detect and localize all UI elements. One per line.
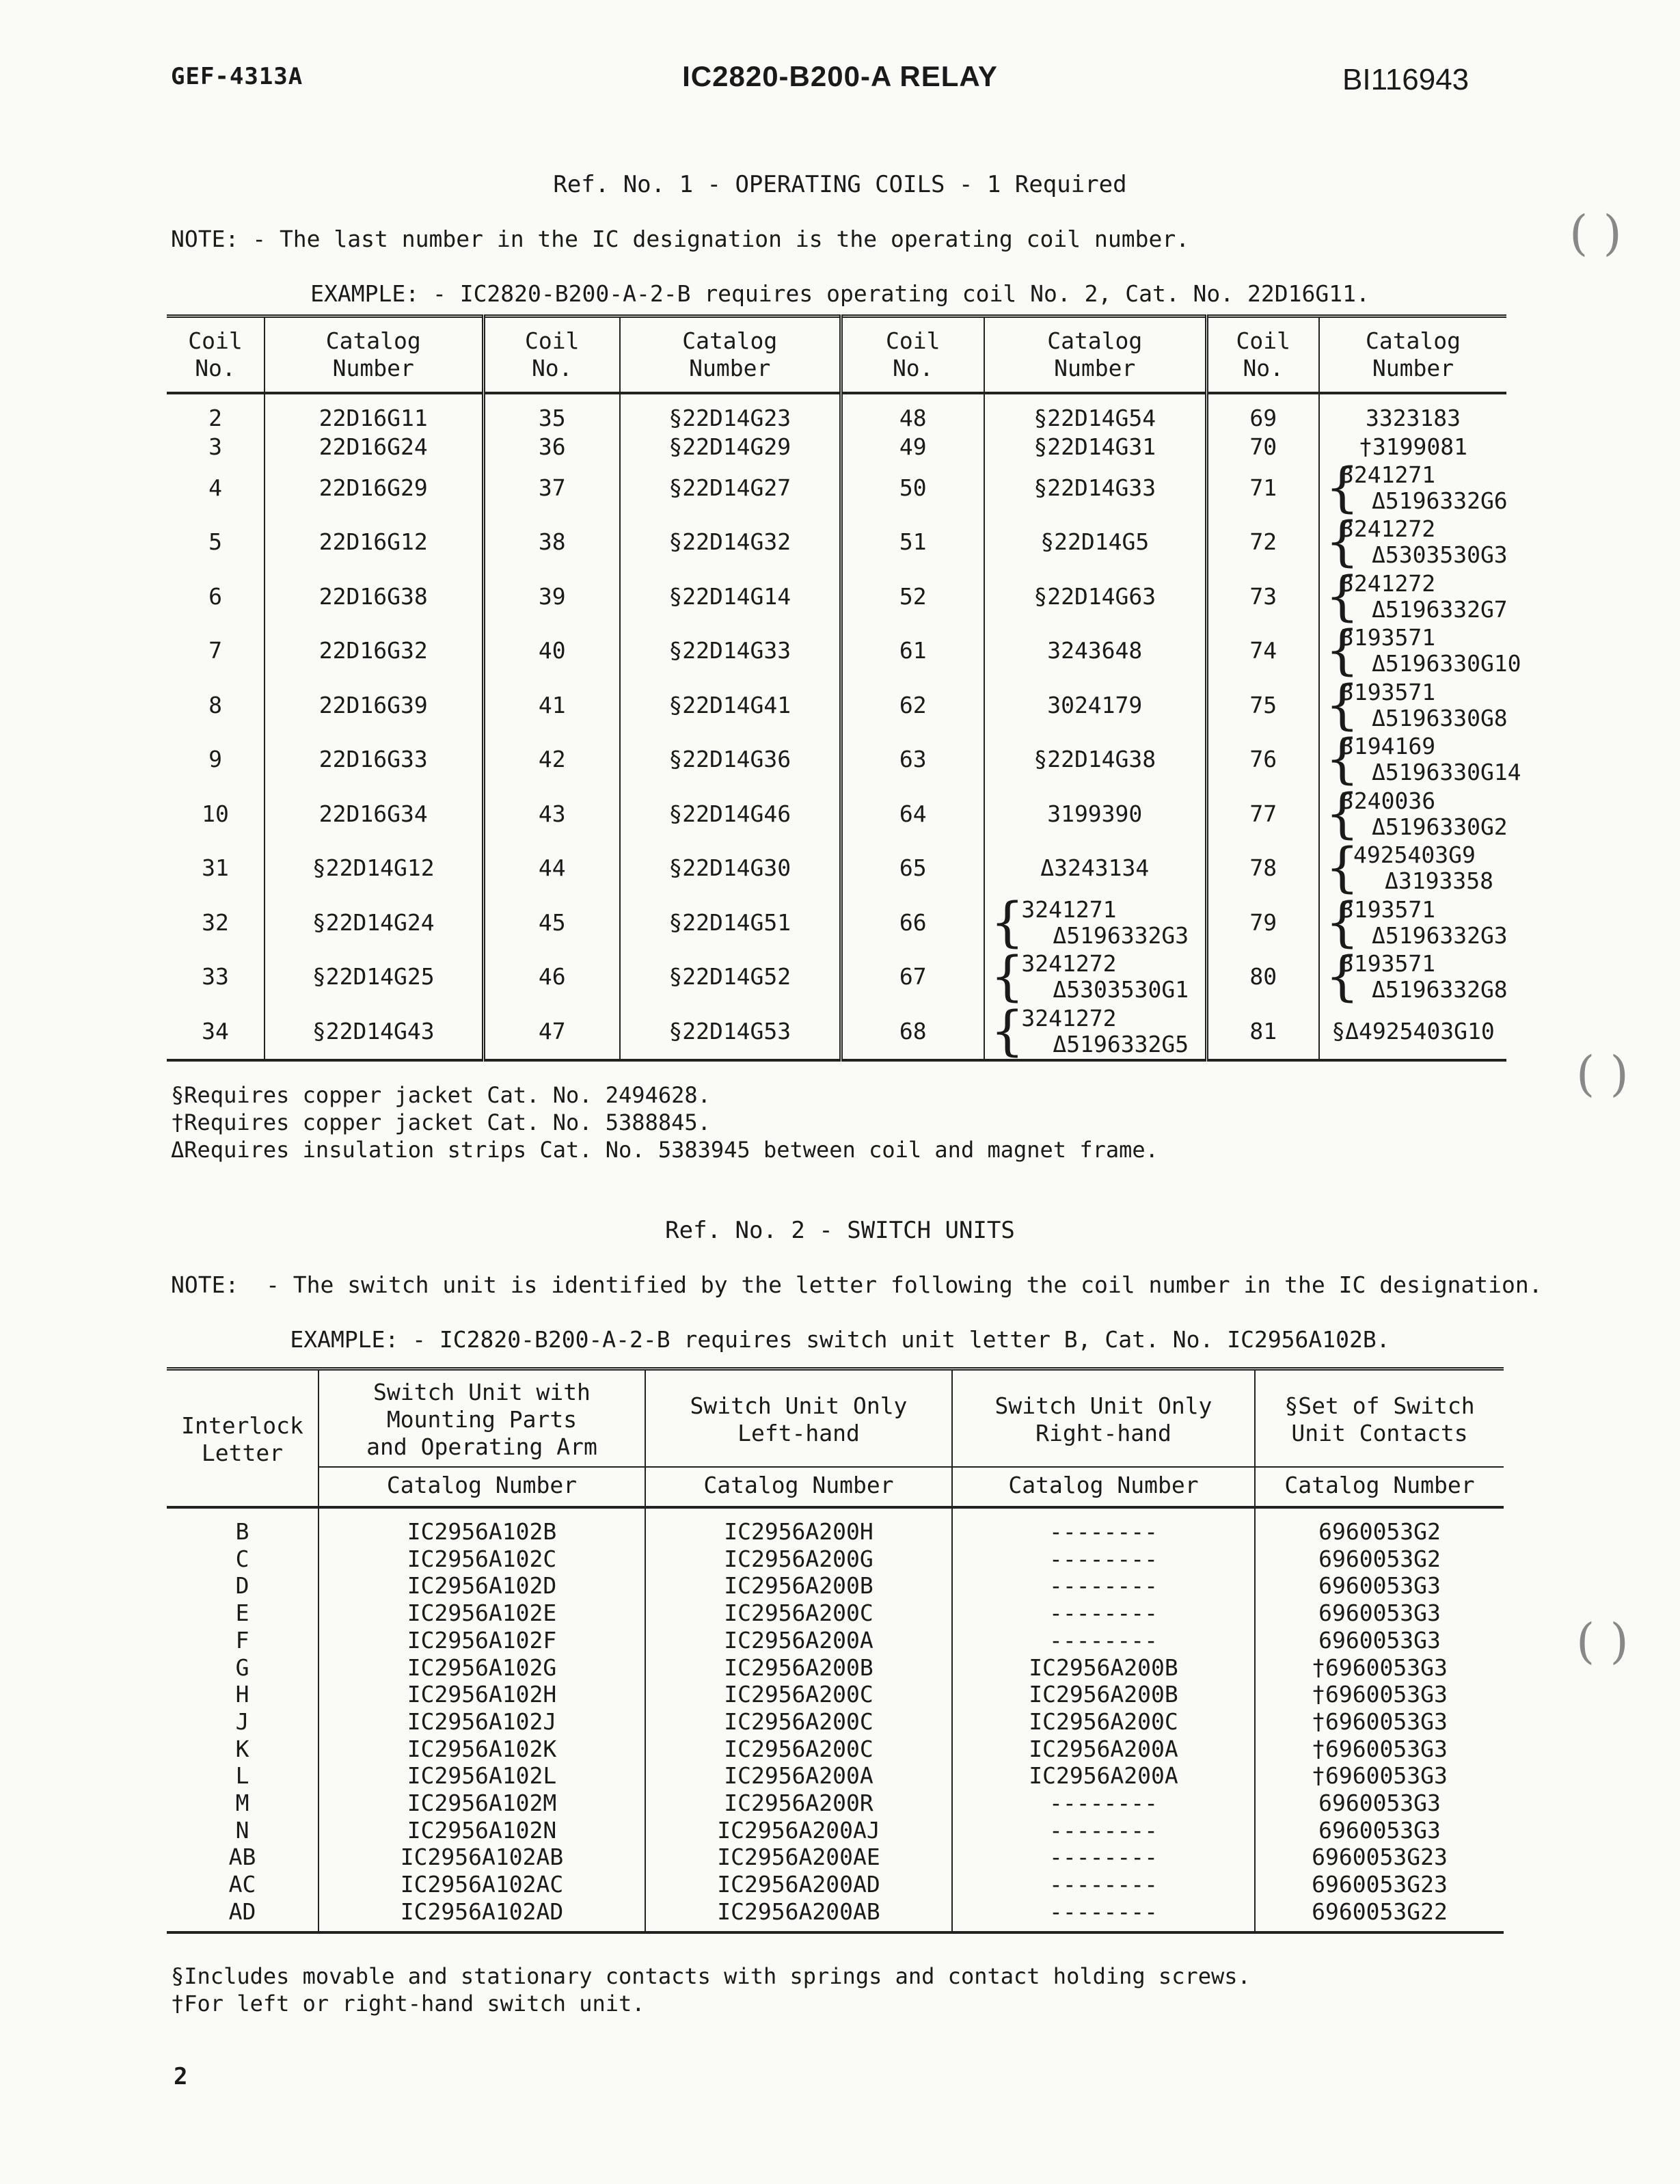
operating-coils-table: [167, 314, 1521, 1062]
header-coil-no: Coil No.: [167, 316, 265, 394]
catalog-alternate: 3241271: [1021, 895, 1117, 923]
switch-table-row: [167, 1817, 1504, 1844]
section1-title: Ref. No. 1 - OPERATING COILS - 1 Required: [553, 171, 1127, 198]
switch-table-row: [167, 1762, 1504, 1790]
catalog-number-cell: [984, 1000, 1206, 1062]
catalog-number-cell: [1319, 674, 1508, 736]
catalog-number-cell: §22D14G14: [620, 569, 841, 624]
mounting-catalog-cell: IC2956A102N: [319, 1817, 645, 1844]
coil-number-cell: 8: [208, 691, 222, 718]
contacts-catalog-cell: 6960053G3: [1255, 1627, 1504, 1654]
catalog-number-cell: 3323183: [1319, 393, 1506, 433]
header-switch-contacts: §Set of Switch Unit Contacts: [1255, 1369, 1504, 1468]
contacts-catalog-cell: 6960053G3: [1255, 1600, 1504, 1627]
interlock-letter-cell: J: [235, 1708, 249, 1735]
section2-example: EXAMPLE: - IC2820-B200-A-2-B requires switch unit letter B, Cat. No. IC2956A102B.: [290, 1326, 1390, 1353]
interlock-letter-cell: C: [235, 1545, 249, 1572]
page-title: IC2820-B200-A RELAY: [682, 60, 998, 92]
catalog-number-cell: 22D16G12: [265, 515, 483, 570]
header-coil-no: Coil No.: [841, 316, 984, 394]
catalog-alternate: 3193571: [1340, 950, 1436, 978]
coil-footnote-1: §Requires copper jacket Cat. No. 2494628.: [171, 1082, 711, 1108]
catalog-number-cell: 22D16G34: [265, 787, 483, 841]
subheader-catalog-number: Catalog Number: [319, 1467, 645, 1507]
coil-table-row: [167, 841, 1506, 896]
coil-number-cell: 69: [1206, 393, 1319, 433]
left-hand-catalog-cell: IC2956A200B: [645, 1572, 952, 1600]
subheader-catalog-number: Catalog Number: [645, 1467, 952, 1507]
catalog-number-cell: 22D16G33: [265, 733, 483, 787]
coil-number-cell: 47: [483, 1004, 620, 1060]
interlock-letter-cell: M: [235, 1790, 249, 1817]
coil-number-cell: 39: [483, 569, 620, 624]
catalog-number-cell: [984, 946, 1206, 1008]
right-hand-catalog-cell: --------: [952, 1844, 1255, 1871]
catalog-number-cell: Δ3243134: [984, 841, 1206, 896]
left-hand-catalog-cell: IC2956A200A: [645, 1762, 952, 1790]
catalog-number-cell: [1319, 729, 1521, 791]
catalog-number-cell: 22D16G11: [265, 393, 483, 433]
coil-number-cell: 63: [841, 733, 984, 787]
coil-number-cell: 35: [483, 393, 620, 433]
contacts-catalog-cell: †6960053G3: [1255, 1708, 1504, 1736]
mounting-catalog-cell: IC2956A102C: [319, 1546, 645, 1573]
catalog-number-cell: §22D14G51: [620, 895, 841, 950]
catalog-alternate: 3241272: [1340, 569, 1436, 597]
margin-mark: ( ): [1569, 205, 1622, 261]
catalog-number-cell: †3199081: [1319, 433, 1506, 461]
catalog-number-cell: [1319, 620, 1521, 682]
coil-number-cell: 38: [483, 515, 620, 570]
catalog-number-cell: §Δ4925403G10: [1319, 1004, 1506, 1060]
switch-table-row: [167, 1736, 1504, 1763]
catalog-alternate: Δ5303530G1: [1053, 976, 1189, 1003]
switch-table-row: [167, 1871, 1504, 1898]
contacts-catalog-cell: †6960053G3: [1255, 1681, 1504, 1708]
catalog-alternate: Δ5196332G5: [1053, 1030, 1189, 1057]
mounting-catalog-cell: IC2956A102D: [319, 1572, 645, 1600]
coil-table-row: [167, 624, 1506, 679]
coil-number-cell: 49: [841, 433, 984, 461]
coil-number-cell: 75: [1206, 678, 1319, 733]
catalog-number-cell: §22D14G25: [265, 950, 483, 1005]
right-hand-catalog-cell: --------: [952, 1790, 1255, 1817]
section2-title: Ref. No. 2 - SWITCH UNITS: [665, 1217, 1015, 1244]
catalog-alternate: Δ5196330G8: [1372, 704, 1508, 731]
catalog-number-cell: §22D14G41: [620, 678, 841, 733]
catalog-alternate: Δ5196332G8: [1372, 976, 1508, 1003]
coil-number-cell: 37: [483, 461, 620, 515]
switch-table-row: [167, 1572, 1504, 1600]
catalog-alternate: Δ5196332G6: [1372, 487, 1508, 514]
catalog-number-cell: [1319, 891, 1508, 954]
right-hand-catalog-cell: IC2956A200A: [952, 1762, 1255, 1790]
coil-number-cell: 72: [1206, 515, 1319, 570]
catalog-alternate: Δ5303530G3: [1372, 541, 1508, 569]
catalog-number-cell: §22D14G31: [984, 433, 1206, 461]
curly-brace-icon: {: [1325, 565, 1359, 628]
mounting-catalog-cell: IC2956A102AB: [319, 1844, 645, 1871]
interlock-letter-cell: F: [235, 1626, 249, 1654]
catalog-alternate: Δ5196330G10: [1372, 650, 1521, 677]
mounting-catalog-cell: IC2956A102K: [319, 1736, 645, 1763]
mounting-catalog-cell: IC2956A102M: [319, 1790, 645, 1817]
catalog-alternate: Δ5196330G14: [1372, 759, 1521, 786]
header-catalog-number: Catalog Number: [1319, 316, 1506, 394]
header-catalog-number: Catalog Number: [984, 316, 1206, 394]
left-hand-catalog-cell: IC2956A200A: [645, 1627, 952, 1654]
interlock-letter-cell: AD: [228, 1898, 256, 1925]
catalog-number-cell: [1319, 783, 1508, 845]
right-hand-catalog-cell: --------: [952, 1898, 1255, 1932]
catalog-number-cell: §22D14G29: [620, 433, 841, 461]
coil-number-cell: 70: [1206, 433, 1319, 461]
catalog-number-cell: §22D14G43: [265, 1004, 483, 1060]
catalog-number-cell: §22D14G36: [620, 733, 841, 787]
catalog-number-cell: 22D16G24: [265, 433, 483, 461]
coil-number-cell: 71: [1206, 461, 1319, 515]
switch-table-row: [167, 1790, 1504, 1817]
catalog-number-cell: 3199390: [984, 787, 1206, 841]
catalog-number-cell: [1319, 457, 1508, 519]
catalog-number-cell: [1319, 946, 1508, 1008]
catalog-alternate: 3193571: [1340, 895, 1436, 923]
catalog-number-cell: 22D16G39: [265, 678, 483, 733]
left-hand-catalog-cell: IC2956A200AD: [645, 1871, 952, 1898]
catalog-alternate: Δ5196332G7: [1372, 595, 1508, 623]
catalog-number-cell: §22D14G5: [984, 515, 1206, 570]
left-hand-catalog-cell: IC2956A200AJ: [645, 1817, 952, 1844]
mounting-catalog-cell: IC2956A102B: [319, 1507, 645, 1546]
stamp-number: BI116943: [1342, 63, 1469, 96]
coil-number-cell: 32: [202, 908, 229, 936]
coil-table-row: [167, 433, 1506, 461]
switch-table-row: [167, 1844, 1504, 1871]
coil-number-cell: 74: [1206, 624, 1319, 679]
catalog-alternate: 3241272: [1340, 515, 1436, 543]
switch-table-subheader: [167, 1467, 1504, 1507]
catalog-number-cell: §22D14G32: [620, 515, 841, 570]
switch-table-body: [167, 1507, 1504, 1932]
interlock-letter-cell: E: [235, 1600, 249, 1627]
contacts-catalog-cell: 6960053G22: [1255, 1898, 1504, 1932]
coil-number-cell: 31: [202, 854, 229, 882]
mounting-catalog-cell: IC2956A102F: [319, 1627, 645, 1654]
left-hand-catalog-cell: IC2956A200R: [645, 1790, 952, 1817]
catalog-number-cell: §22D14G53: [620, 1004, 841, 1060]
coil-number-cell: 3: [208, 433, 222, 460]
header-catalog-number: Catalog Number: [265, 316, 483, 394]
coil-number-cell: 67: [841, 950, 984, 1005]
coil-table-row: [167, 733, 1506, 787]
coil-number-cell: 52: [841, 569, 984, 624]
switch-table-row: [167, 1546, 1504, 1573]
right-hand-catalog-cell: IC2956A200A: [952, 1736, 1255, 1763]
coil-table-row: [167, 678, 1506, 733]
catalog-number-cell: [1319, 837, 1506, 900]
switch-table-row: [167, 1898, 1504, 1932]
coil-table-row: [167, 461, 1506, 515]
curly-brace-icon: {: [1325, 620, 1359, 682]
coil-number-cell: 66: [841, 895, 984, 950]
coil-number-cell: 45: [483, 895, 620, 950]
coil-table-row: [167, 515, 1506, 570]
interlock-letter-cell: D: [235, 1572, 249, 1600]
contacts-catalog-cell: 6960053G3: [1255, 1790, 1504, 1817]
left-hand-catalog-cell: IC2956A200H: [645, 1507, 952, 1546]
contacts-catalog-cell: †6960053G3: [1255, 1654, 1504, 1682]
catalog-alternate: Δ3193358: [1385, 867, 1493, 895]
coil-number-cell: 7: [208, 637, 222, 664]
right-hand-catalog-cell: --------: [952, 1600, 1255, 1627]
switch-table-row: [167, 1627, 1504, 1654]
margin-mark: ( ): [1576, 1046, 1629, 1102]
catalog-number-cell: §22D14G27: [620, 461, 841, 515]
curly-brace-icon: {: [1325, 729, 1359, 791]
coil-number-cell: 4: [208, 474, 222, 501]
header-left-hand: Switch Unit Only Left-hand: [645, 1369, 952, 1468]
coil-number-cell: 64: [841, 787, 984, 841]
coil-footnote-2: †Requires copper jacket Cat. No. 5388845.: [171, 1109, 711, 1135]
curly-brace-icon: {: [990, 946, 1025, 1008]
coil-footnote-3: ΔRequires insulation strips Cat. No. 5383945 between coil and magnet frame.: [171, 1137, 1159, 1163]
catalog-alternate: 3240036: [1340, 787, 1436, 814]
coil-number-cell: 10: [202, 800, 229, 827]
catalog-number-cell: [1319, 565, 1508, 628]
catalog-number-cell: §22D14G33: [620, 624, 841, 679]
coil-table-row: [167, 950, 1506, 1005]
coil-number-cell: 50: [841, 461, 984, 515]
coil-number-cell: 42: [483, 733, 620, 787]
mounting-catalog-cell: IC2956A102L: [319, 1762, 645, 1790]
catalog-number-cell: §22D14G38: [984, 733, 1206, 787]
right-hand-catalog-cell: IC2956A200C: [952, 1708, 1255, 1736]
coil-number-cell: 73: [1206, 569, 1319, 624]
coil-number-cell: 76: [1206, 733, 1319, 787]
coil-table-row: [167, 1004, 1506, 1060]
header-switch-unit-mounting: Switch Unit with Mounting Parts and Operating Arm: [319, 1369, 645, 1468]
catalog-number-cell: §22D14G33: [984, 461, 1206, 515]
subheader-catalog-number: Catalog Number: [952, 1467, 1255, 1507]
catalog-number-cell: 22D16G38: [265, 569, 483, 624]
switch-table-row: [167, 1600, 1504, 1627]
right-hand-catalog-cell: --------: [952, 1817, 1255, 1844]
catalog-alternate: 3193571: [1340, 624, 1436, 651]
coil-table-row: [167, 787, 1506, 841]
switch-table-row: [167, 1708, 1504, 1736]
coil-table-row: [167, 393, 1506, 433]
left-hand-catalog-cell: IC2956A200C: [645, 1708, 952, 1736]
contacts-catalog-cell: †6960053G3: [1255, 1762, 1504, 1790]
curly-brace-icon: {: [990, 1000, 1025, 1062]
left-hand-catalog-cell: IC2956A200G: [645, 1546, 952, 1573]
catalog-alternate: 3241271: [1340, 461, 1436, 488]
section1-example: EXAMPLE: - IC2820-B200-A-2-B requires operating coil No. 2, Cat. No. 22D16G11.: [310, 280, 1370, 307]
mounting-catalog-cell: IC2956A102G: [319, 1654, 645, 1682]
interlock-letter-cell: K: [235, 1735, 249, 1762]
right-hand-catalog-cell: IC2956A200B: [952, 1654, 1255, 1682]
doc-number: GEF-4313A: [171, 63, 303, 90]
coil-number-cell: 68: [841, 1004, 984, 1060]
catalog-number-cell: §22D14G23: [620, 393, 841, 433]
catalog-alternate: Δ5196332G3: [1053, 921, 1189, 949]
catalog-alternate: Δ5196332G3: [1372, 921, 1508, 949]
contacts-catalog-cell: †6960053G3: [1255, 1736, 1504, 1763]
catalog-number-cell: 22D16G29: [265, 461, 483, 515]
coil-number-cell: 33: [202, 963, 229, 990]
right-hand-catalog-cell: --------: [952, 1627, 1255, 1654]
curly-brace-icon: {: [1325, 837, 1359, 900]
interlock-letter-cell: B: [235, 1518, 249, 1545]
interlock-letter-cell: N: [235, 1816, 249, 1844]
contacts-catalog-cell: 6960053G3: [1255, 1572, 1504, 1600]
coil-number-cell: 61: [841, 624, 984, 679]
catalog-alternate: 4925403G9: [1353, 841, 1476, 869]
coil-number-cell: 80: [1206, 950, 1319, 1005]
catalog-alternate: 3193571: [1340, 678, 1436, 705]
left-hand-catalog-cell: IC2956A200C: [645, 1600, 952, 1627]
contacts-catalog-cell: 6960053G2: [1255, 1507, 1504, 1546]
switch-table-row: [167, 1654, 1504, 1682]
interlock-letter-cell: G: [235, 1654, 249, 1681]
catalog-alternate: 3241272: [1021, 1004, 1117, 1032]
interlock-letter-cell: AB: [228, 1844, 256, 1871]
right-hand-catalog-cell: --------: [952, 1871, 1255, 1898]
switch-units-table: [167, 1367, 1504, 1934]
header-right-hand: Switch Unit Only Right-hand: [952, 1369, 1255, 1468]
left-hand-catalog-cell: IC2956A200B: [645, 1654, 952, 1682]
switch-table-row: [167, 1681, 1504, 1708]
coil-number-cell: 77: [1206, 787, 1319, 841]
coil-number-cell: 51: [841, 515, 984, 570]
coil-number-cell: 36: [483, 433, 620, 461]
left-hand-catalog-cell: IC2956A200C: [645, 1681, 952, 1708]
curly-brace-icon: {: [1325, 674, 1359, 736]
right-hand-catalog-cell: --------: [952, 1546, 1255, 1573]
mounting-catalog-cell: IC2956A102E: [319, 1600, 645, 1627]
switch-table-header: [167, 1369, 1504, 1468]
coil-number-cell: 43: [483, 787, 620, 841]
header-coil-no: Coil No.: [1206, 316, 1319, 394]
mounting-catalog-cell: IC2956A102AD: [319, 1898, 645, 1932]
catalog-number-cell: [1319, 511, 1508, 574]
coil-number-cell: 81: [1206, 1004, 1319, 1060]
coil-table-body: [167, 393, 1521, 1062]
header-coil-no: Coil No.: [483, 316, 620, 394]
mounting-catalog-cell: IC2956A102J: [319, 1708, 645, 1736]
interlock-letter-cell: H: [235, 1681, 249, 1708]
left-hand-catalog-cell: IC2956A200C: [645, 1736, 952, 1763]
contacts-catalog-cell: 6960053G2: [1255, 1546, 1504, 1573]
catalog-alternate: 3241272: [1021, 950, 1117, 978]
catalog-number-cell: 3243648: [984, 624, 1206, 679]
catalog-number-cell: §22D14G46: [620, 787, 841, 841]
coil-number-cell: 6: [208, 582, 222, 610]
coil-number-cell: 79: [1206, 895, 1319, 950]
coil-number-cell: 40: [483, 624, 620, 679]
coil-number-cell: 44: [483, 841, 620, 896]
catalog-number-cell: 3024179: [984, 678, 1206, 733]
right-hand-catalog-cell: IC2956A200B: [952, 1681, 1255, 1708]
interlock-letter-cell: AC: [228, 1871, 256, 1898]
section2-note: NOTE: - The switch unit is identified by the letter following the coil number in the IC designation.: [171, 1271, 1543, 1298]
subheader-catalog-number: Catalog Number: [1255, 1467, 1504, 1507]
coil-number-cell: 62: [841, 678, 984, 733]
curly-brace-icon: {: [1325, 946, 1359, 1008]
catalog-number-cell: §22D14G24: [265, 895, 483, 950]
contacts-catalog-cell: 6960053G23: [1255, 1871, 1504, 1898]
curly-brace-icon: {: [1325, 891, 1359, 954]
mounting-catalog-cell: IC2956A102H: [319, 1681, 645, 1708]
catalog-number-cell: 22D16G32: [265, 624, 483, 679]
section1-note: NOTE: - The last number in the IC designation is the operating coil number.: [171, 226, 1190, 252]
switch-footnote-1: §Includes movable and stationary contacts with springs and contact holding screws.: [171, 1963, 1251, 1989]
catalog-number-cell: §22D14G30: [620, 841, 841, 896]
mounting-catalog-cell: IC2956A102AC: [319, 1871, 645, 1898]
coil-number-cell: 34: [202, 1017, 229, 1044]
coil-number-cell: 5: [208, 528, 222, 556]
coil-table-header: [167, 316, 1506, 394]
left-hand-catalog-cell: IC2956A200AB: [645, 1898, 952, 1932]
coil-table-row: [167, 569, 1506, 624]
catalog-number-cell: §22D14G54: [984, 393, 1206, 433]
curly-brace-icon: {: [990, 891, 1025, 954]
catalog-alternate: Δ5196330G2: [1372, 813, 1508, 840]
header-catalog-number: Catalog Number: [620, 316, 841, 394]
coil-number-cell: 41: [483, 678, 620, 733]
coil-table-row: [167, 895, 1506, 950]
curly-brace-icon: {: [1325, 511, 1359, 574]
catalog-number-cell: [984, 891, 1206, 954]
catalog-number-cell: §22D14G52: [620, 950, 841, 1005]
right-hand-catalog-cell: --------: [952, 1572, 1255, 1600]
page-number: 2: [174, 2063, 188, 2090]
coil-number-cell: 2: [208, 404, 222, 431]
catalog-number-cell: §22D14G12: [265, 841, 483, 896]
coil-number-cell: 65: [841, 841, 984, 896]
catalog-alternate: 3194169: [1340, 733, 1436, 760]
catalog-number-cell: §22D14G63: [984, 569, 1206, 624]
contacts-catalog-cell: 6960053G3: [1255, 1817, 1504, 1844]
contacts-catalog-cell: 6960053G23: [1255, 1844, 1504, 1871]
switch-table-row: [167, 1507, 1504, 1546]
left-hand-catalog-cell: IC2956A200AE: [645, 1844, 952, 1871]
switch-footnote-2: †For left or right-hand switch unit.: [171, 1991, 645, 2017]
coil-number-cell: 78: [1206, 841, 1319, 896]
curly-brace-icon: {: [1325, 457, 1359, 519]
header-interlock-letter: Interlock Letter: [167, 1369, 319, 1508]
coil-number-cell: 48: [841, 393, 984, 433]
coil-number-cell: 9: [208, 746, 222, 773]
right-hand-catalog-cell: --------: [952, 1507, 1255, 1546]
interlock-letter-cell: L: [235, 1762, 249, 1790]
margin-mark: ( ): [1576, 1613, 1629, 1669]
coil-number-cell: 46: [483, 950, 620, 1005]
curly-brace-icon: {: [1325, 783, 1359, 845]
